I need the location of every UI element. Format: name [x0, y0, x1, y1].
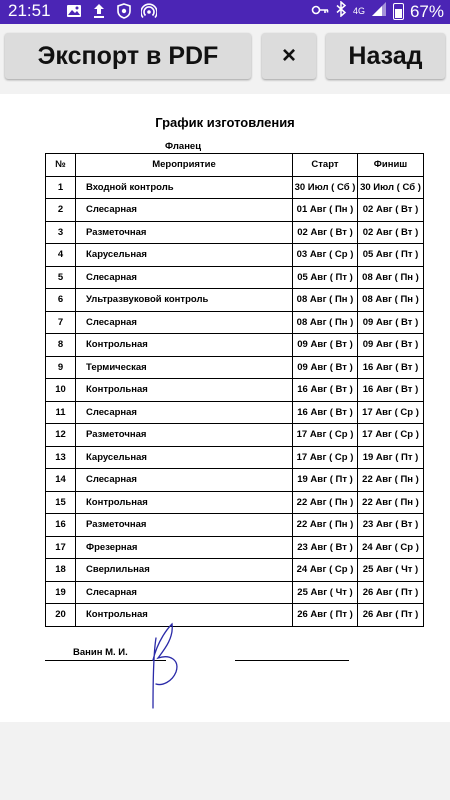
row-start-date: 16 Авг ( Вт ) [293, 379, 358, 402]
battery-percent: 67% [409, 1, 444, 21]
status-time: 21:51 [8, 1, 51, 20]
column-header-number: № [46, 154, 76, 177]
row-start-date: 17 Авг ( Ср ) [293, 446, 358, 469]
bluetooth-icon [335, 1, 347, 22]
row-finish-date: 22 Авг ( Пн ) [358, 469, 424, 492]
table-row [46, 559, 424, 582]
row-start-date: 30 Июл ( Сб ) [293, 176, 358, 199]
row-number: 20 [46, 604, 76, 627]
row-finish-date: 22 Авг ( Пн ) [358, 491, 424, 514]
row-activity: Карусельная [76, 244, 293, 267]
close-button[interactable]: × [262, 33, 316, 79]
row-number: 4 [46, 244, 76, 267]
row-finish-date: 09 Авг ( Вт ) [358, 334, 424, 357]
row-activity: Контрольная [76, 379, 293, 402]
row-number: 1 [46, 176, 76, 199]
table-row [46, 581, 424, 604]
column-header-finish: Финиш [358, 154, 424, 177]
document-subtitle: Фланец [165, 141, 202, 152]
row-finish-date: 30 Июл ( Сб ) [358, 176, 424, 199]
table-row [46, 289, 424, 312]
row-finish-date: 05 Авг ( Пт ) [358, 244, 424, 267]
table-row [46, 446, 424, 469]
row-activity: Входной контроль [76, 176, 293, 199]
row-number: 13 [46, 446, 76, 469]
table-row [46, 356, 424, 379]
column-header-start: Старт [293, 154, 358, 177]
row-number: 16 [46, 514, 76, 537]
row-number: 15 [46, 491, 76, 514]
row-activity: Сверлильная [76, 559, 293, 582]
document-title: График изготовления [155, 115, 295, 130]
row-finish-date: 02 Авг ( Вт ) [358, 221, 424, 244]
upload-icon [91, 3, 107, 19]
table-row [46, 244, 424, 267]
handwritten-signature [140, 620, 190, 710]
row-finish-date: 08 Авг ( Пн ) [358, 289, 424, 312]
row-finish-date: 17 Авг ( Ср ) [358, 401, 424, 424]
table-row [46, 491, 424, 514]
row-activity: Слесарная [76, 311, 293, 334]
row-start-date: 24 Авг ( Ср ) [293, 559, 358, 582]
row-number: 8 [46, 334, 76, 357]
row-start-date: 05 Авг ( Пт ) [293, 266, 358, 289]
row-number: 7 [46, 311, 76, 334]
row-start-date: 25 Авг ( Чт ) [293, 581, 358, 604]
shield-icon [116, 3, 132, 19]
table-row [46, 176, 424, 199]
row-activity: Контрольная [76, 334, 293, 357]
back-button[interactable]: Назад [326, 33, 445, 79]
row-finish-date: 16 Авг ( Вт ) [358, 379, 424, 402]
row-start-date: 22 Авг ( Пн ) [293, 491, 358, 514]
schedule-table [45, 153, 424, 627]
row-activity: Ультразвуковой контроль [76, 289, 293, 312]
row-finish-date: 24 Авг ( Ср ) [358, 536, 424, 559]
row-start-date: 09 Авг ( Вт ) [293, 334, 358, 357]
row-activity: Слесарная [76, 469, 293, 492]
signal-icon [371, 1, 387, 22]
row-finish-date: 16 Авг ( Вт ) [358, 356, 424, 379]
row-start-date: 08 Авг ( Пн ) [293, 289, 358, 312]
row-finish-date: 25 Авг ( Чт ) [358, 559, 424, 582]
row-activity: Термическая [76, 356, 293, 379]
toolbar [0, 24, 450, 90]
status-bar [0, 0, 450, 24]
row-finish-date: 23 Авг ( Вт ) [358, 514, 424, 537]
row-start-date: 01 Авг ( Пн ) [293, 199, 358, 222]
notification-icons [66, 3, 157, 19]
table-row [46, 334, 424, 357]
signature-line-right [235, 660, 349, 661]
row-activity: Фрезерная [76, 536, 293, 559]
row-activity: Слесарная [76, 401, 293, 424]
image-icon [66, 3, 82, 19]
row-start-date: 22 Авг ( Пн ) [293, 514, 358, 537]
row-start-date: 19 Авг ( Пт ) [293, 469, 358, 492]
table-row [46, 221, 424, 244]
row-activity: Разметочная [76, 221, 293, 244]
row-activity: Контрольная [76, 491, 293, 514]
row-start-date: 08 Авг ( Пн ) [293, 311, 358, 334]
column-header-activity: Мероприятие [76, 154, 293, 177]
table-row [46, 424, 424, 447]
status-right [311, 1, 444, 22]
row-finish-date: 26 Авг ( Пт ) [358, 604, 424, 627]
table-row [46, 199, 424, 222]
row-finish-date: 09 Авг ( Вт ) [358, 311, 424, 334]
row-finish-date: 26 Авг ( Пт ) [358, 581, 424, 604]
row-finish-date: 19 Авг ( Пт ) [358, 446, 424, 469]
row-activity: Слесарная [76, 581, 293, 604]
row-number: 6 [46, 289, 76, 312]
export-pdf-button[interactable]: Экспорт в PDF [5, 33, 251, 79]
row-number: 11 [46, 401, 76, 424]
row-activity: Разметочная [76, 514, 293, 537]
signer-name: Ванин М. И. [73, 647, 128, 658]
table-row [46, 311, 424, 334]
row-activity: Слесарная [76, 199, 293, 222]
row-number: 3 [46, 221, 76, 244]
row-number: 19 [46, 581, 76, 604]
row-finish-date: 02 Авг ( Вт ) [358, 199, 424, 222]
row-number: 2 [46, 199, 76, 222]
table-row [46, 266, 424, 289]
table-header-row [46, 154, 424, 177]
key-icon [311, 2, 329, 22]
row-activity: Контрольная [76, 604, 293, 627]
row-start-date: 26 Авг ( Пт ) [293, 604, 358, 627]
row-activity: Разметочная [76, 424, 293, 447]
row-number: 9 [46, 356, 76, 379]
row-number: 12 [46, 424, 76, 447]
row-number: 14 [46, 469, 76, 492]
table-row [46, 401, 424, 424]
table-row [46, 514, 424, 537]
battery-icon [393, 3, 404, 20]
row-activity: Слесарная [76, 266, 293, 289]
row-number: 17 [46, 536, 76, 559]
row-finish-date: 08 Авг ( Пн ) [358, 266, 424, 289]
network-type: 4G [352, 6, 365, 16]
row-start-date: 02 Авг ( Вт ) [293, 221, 358, 244]
hotspot-icon [141, 3, 157, 19]
row-number: 5 [46, 266, 76, 289]
row-start-date: 03 Авг ( Ср ) [293, 244, 358, 267]
row-start-date: 23 Авг ( Вт ) [293, 536, 358, 559]
row-number: 10 [46, 379, 76, 402]
row-number: 18 [46, 559, 76, 582]
row-start-date: 09 Авг ( Вт ) [293, 356, 358, 379]
document-preview [0, 94, 450, 722]
row-activity: Карусельная [76, 446, 293, 469]
row-start-date: 16 Авг ( Вт ) [293, 401, 358, 424]
row-finish-date: 17 Авг ( Ср ) [358, 424, 424, 447]
table-row [46, 536, 424, 559]
row-start-date: 17 Авг ( Ср ) [293, 424, 358, 447]
table-row [46, 379, 424, 402]
table-row [46, 469, 424, 492]
table-row [46, 604, 424, 627]
